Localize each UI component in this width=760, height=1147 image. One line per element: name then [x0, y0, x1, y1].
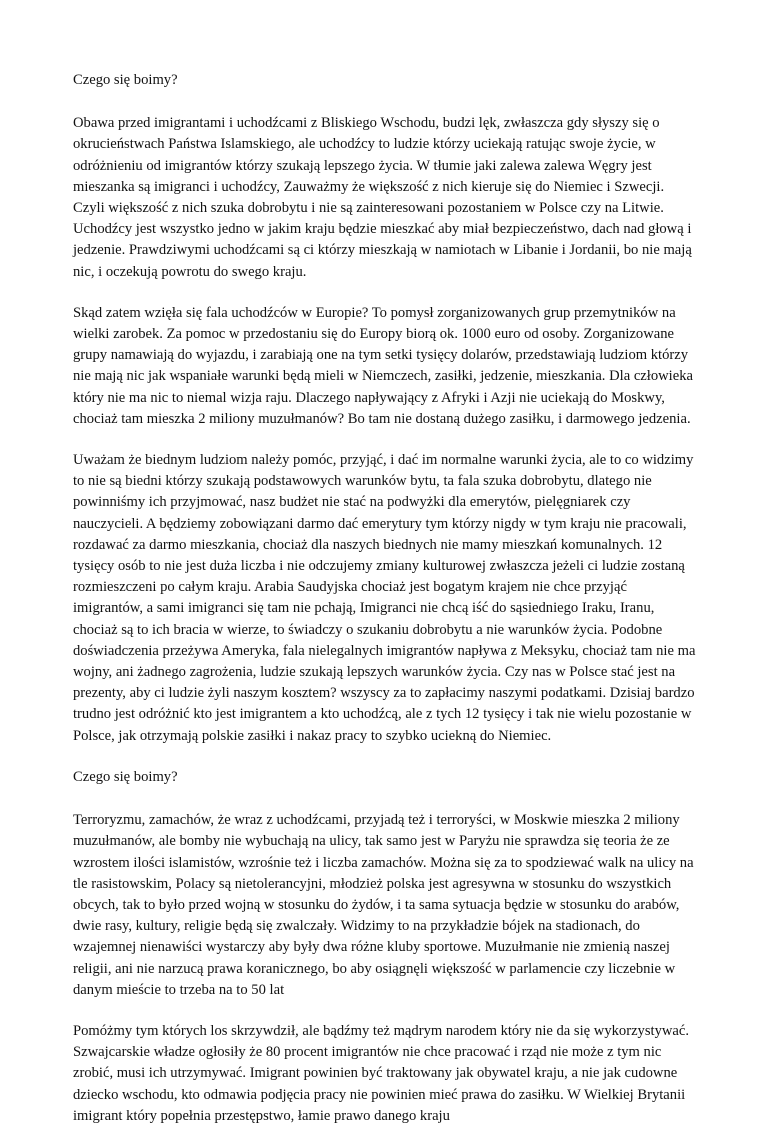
document-body	[73, 70, 697, 1147]
section-heading-1: Czego się boimy?	[73, 72, 178, 88]
paragraph-5: Pomóżmy tym których los skrzywdził, ale bądźmy też mądrym narodem który nie da się wykorzystywać. Szwajcarskie władze ogłosiły że 80 procent imigrantów nie chce pracować i rząd nie może z tym nic zrobić, musi ich utrzymywać. Imigrant powinien być traktowany jak obywatel kraju, a nie jak cudowne dziecko wschodu, kto odmawia podjęcia pracy nie powinien mieć prawa do zasiłku. W Wielkiej Brytanii imigrant który popełnia przestępstwo, łamie prawo danego kraju	[73, 1022, 690, 1124]
paragraph-2: Skąd zatem wzięła się fala uchodźców w Europie? To pomysł zorganizowanych grup przemytników na wielki zarobek. Za pomoc w przedostaniu się do Europy biorą ok. 1000 euro od osoby. Zorganizowane grupy namawiają do wyjazdu, i zarabiają one na tym setki tysięcy dolarów, przedstawiają ludziom którzy nie mają nic jak wspaniałe warunki będą mieli w Niemczech, zasiłki, jedzenie, mieszkania. Dla człowieka który nie ma nic to niemal wizja raju. Dlaczego napływający z Afryki i Azji nie uciekają do Moskwy, chociaż tam mieszka 2 miliony muzułmanów? Bo tam nie dostaną dużego zasiłku, i darmowego jedzenia.	[73, 304, 693, 427]
paragraph-4: Terroryzmu, zamachów, że wraz z uchodźcami, przyjadą też i terroryści, w Moskwie mieszka 2 miliony muzułmanów, ale bomby nie wybuchają na ulicy, tak samo jest w Paryżu nie sprawdza się teoria że ze wzrostem ilości islamistów, wzrośnie też i liczba zamachów. Można się za to spodziewać walk na ulicy na tle rasistowskim, Polacy są nietolerancyjni, młodzież polska jest agresywna w stosunku do wszystkich obcych, tak to było przed wojną w stosunku do żydów, i ta sama sytuacja będzie w stosunku do arabów, dwie rasy, kultury, religie będą się zwalczały. Widzimy to na przykładzie bójek na stadionach, do wzajemnej nienawiści wystarczy aby były dwa różne kluby sportowe. Muzułmanie nie zmienią naszej religii, ani nie narzucą prawa koranicznego, bo aby osiągnęli większość w parlamencie czy liczebnie w danym mieście to trzeba na to 50 lat	[73, 812, 694, 998]
section-heading-2: Czego się boimy?	[73, 768, 178, 785]
paragraph-1: Obawa przed imigrantami i uchodźcami z Bliskiego Wschodu, budzi lęk, zwłaszcza gdy słyszy się o okrucieństwach Państwa Islamskiego, ale uchodźcy to ludzie którzy uciekają ratując swoje życie, w odróżnieniu od imigrantów którzy szukają lepszego życia. W tłumie jaki zalewa zalewa Węgry jest mieszanka są imigranci i uchodźcy, Zauważmy że większość z nich kieruje się do Niemiec i Szwecji. Czyli większość z nich szuka dobrobytu i nie są zainteresowani pozostaniem w Polsce czy na Litwie. Uchodźcy jest wszystko jedno w jakim kraju będzie mieszkać aby miał bezpieczeństwo, dach nad głową i jedzenie. Prawdziwymi uchodźcami są ci którzy mieszkają w namiotach w Libanie i Jordanii, bo nie mają nic, i oczekują powrotu do swego kraju.	[73, 115, 692, 280]
paragraph-3: Uważam że biednym ludziom należy pomóc, przyjąć, i dać im normalne warunki życia, ale to co widzimy to nie są biedni którzy szukają podstawowych warunków bytu, ta fala szuka dobrobytu, dlatego nie powinniśmy ich przyjmować, nasz budżet nie stać na podwyżki dla emerytów, pielęgniarek czy nauczycieli. A będziemy zobowiązani darmo dać emerytury tym którzy nigdy w tym kraju nie pracowali, rozdawać za darmo mieszkania, chociaż dla naszych biednych nie mamy mieszkań komunalnych. 12 tysięcy osób to nie jest duża liczba i nie odczujemy zmiany kulturowej zwłaszcza jeżeli ci ludzie zostaną rozmieszczeni po całym kraju. Arabia Saudyjska chociaż jest bogatym krajem nie chce przyjąć imigrantów, a sami imigranci się tam nie pchają, Imigranci nie chcą iść do sąsiedniego Iraku, Iranu, chociaż są to ich bracia w wierze, to świadczy o szukaniu dobrobytu a nie warunków życia. Podobne doświadczenia przeżywa Ameryka, fala nielegalnych imigrantów napływa z Meksyku, chociaż tam nie ma wojny, ani żadnego zagrożenia, ludzie szukają lepszych warunków życia. Czy nas w Polsce stać jest na prezenty, aby ci ludzie żyli naszym kosztem? wszyscy za to zapłacimy naszymi podatkami. Dzisiaj bardzo trudno jest odróżnić kto jest imigrantem a kto uchodźcą, ale z tych 12 tysięcy i tak nie wielu pozostanie w Polsce, jak otrzymają polskie zasiłki i nakaz pracy to szybko uciekną do Niemiec.	[73, 452, 696, 744]
